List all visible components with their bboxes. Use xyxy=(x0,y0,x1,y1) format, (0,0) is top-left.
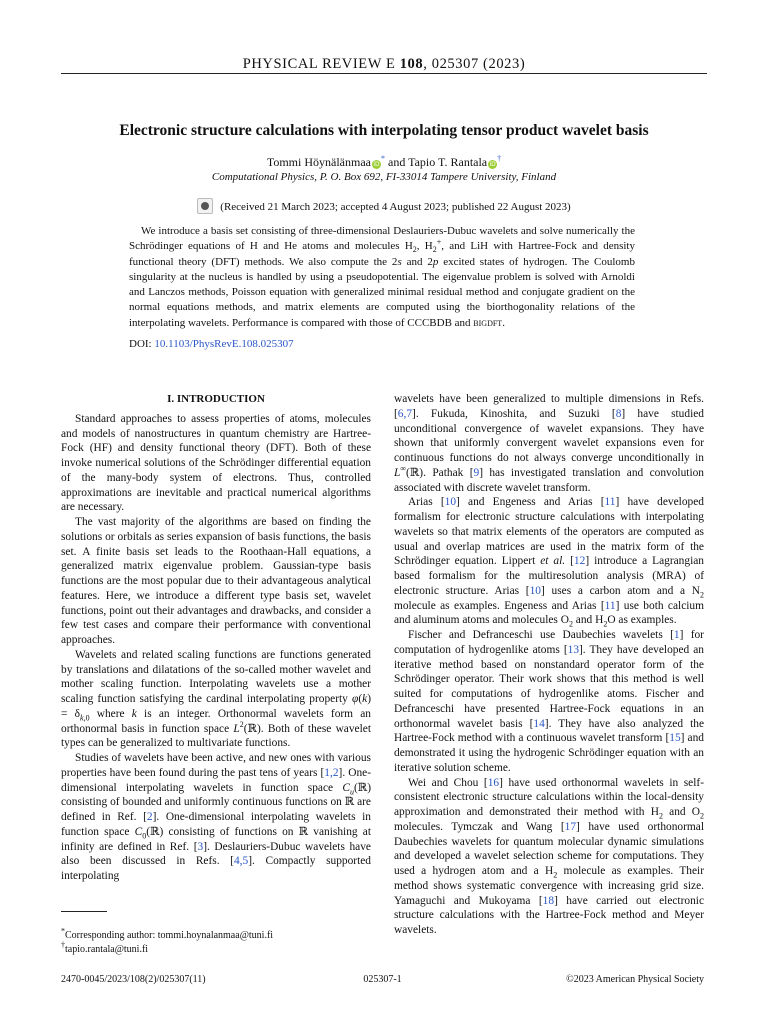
footnotes xyxy=(61,926,361,957)
citation-link[interactable]: 18 xyxy=(542,894,555,907)
citation-link[interactable]: 13 xyxy=(567,643,580,656)
footnote xyxy=(61,926,361,943)
footnote-text[interactable]: Corresponding author: tommi.hoynalanmaa@tuni.fi xyxy=(65,930,274,941)
journal-name: PHYSICAL REVIEW E xyxy=(242,56,396,72)
paragraph: Arias [10] and Engeness and Arias [11] have developed formalism for electronic structure calculations with interpolating wavelets so that matrix elements of the operators are computed as usual and overlap matrices are used in the matrix form of the Schrödinger equation. Lippert et al. [12] introduce a Lagrangian based formalism for the multiresolution analysis (MRA) of electronic structure. Arias [10] uses a carbon atom and a $N_2$ molecule as examples. Engeness and Arias [11] use both calcium and aluminum atoms and molecules $O_2$ and $H_2O$ as examples. xyxy=(394,496,704,629)
paragraph: The vast majority of the algorithms are based on finding the solutions or orbitals as series expansion of basis functions, the basis set. A finite basis set leads to the Roothaan-Hall equations, a generalized matrix eigenvalue problem. Gaussian-type basis functions are the most popular due to their advantageous analytical features. Here, we introduce a different type basis set, wavelet functions, point out their advantages and drawbacks, and consider a few test cases and compare their performance with conventional approaches. xyxy=(61,516,371,646)
citation-link[interactable]: 14 xyxy=(533,717,545,730)
header-rule xyxy=(61,73,707,74)
paragraph: Fischer and Defranceschi use Daubechies wavelets [1] for computation of hydrogenlike atoms [13]. They have developed an iterative method based on nonstandard operator form of the Schrödinger operator. Their work shows that this method is well suited for computations of hydrogenlike atoms. Fischer and Defranceschi have presented Hartree-Fock equations in an orthonormal wavelet basis [14]. They have also analyzed the Hartree-Fock method with a continuous wavelet transform [15] and demonstrated it using the hydrogenic Schrödinger equation with an iterative solution scheme. xyxy=(394,629,704,774)
citation-link[interactable]: 16 xyxy=(487,776,500,789)
right-column xyxy=(394,392,704,938)
citation-link[interactable]: 15 xyxy=(669,732,681,745)
citation-link[interactable]: 8 xyxy=(615,407,622,420)
footnote-mark[interactable]: † xyxy=(497,154,502,163)
author-name[interactable]: Tapio T. Rantala xyxy=(408,155,488,169)
citation-link[interactable]: 3 xyxy=(197,840,204,853)
citation-link[interactable]: 2 xyxy=(146,811,153,823)
footnote xyxy=(61,940,361,957)
citation-link[interactable]: 1 xyxy=(673,629,680,641)
footnote-rule xyxy=(61,911,107,912)
received-dates xyxy=(61,198,707,214)
citation-link[interactable]: 11 xyxy=(604,599,616,612)
orcid-icon[interactable]: iD xyxy=(373,161,380,168)
footer-page-number: 025307-1 xyxy=(363,974,402,985)
citation-link[interactable]: 17 xyxy=(564,820,577,833)
footnote-mark[interactable]: * xyxy=(381,154,385,163)
footnote-text[interactable]: tapio.rantala@tuni.fi xyxy=(65,944,149,955)
journal-volume: 108 xyxy=(399,56,424,72)
citation-link[interactable]: 1,2 xyxy=(324,766,339,779)
citation-link[interactable]: 9 xyxy=(473,466,480,479)
paragraph: Wei and Chou [16] have used orthonormal wavelets in self-consistent electronic structure calculations within the local-density approximation and demonstrated their method with $H_2$ and $O_2$ molecules. Tymczak and Wang [17] have used orthonormal Daubechies wavelets for quantum molecular dynamic simulations and developed a wavelet selection scheme for computations. They used a hydrogen atom and a $H_2$ molecule as examples. Their method shows systematic convergence with increasing grid size. Yamaguchi and Mukoyama [18] have carried out electronic structure calculations with the Hartree-Fock method and Meyer wavelets. xyxy=(394,776,705,936)
paragraph: Studies of wavelets have been active, and new ones with various properties have been found during the past tens of years [1,2]. One-dimensional interpolating wavelets in function space $C_u(ℝ)$ consisting of bounded and uniformly continuous functions on ℝ are defined in Ref. [2]. One-dimensional interpolating wavelets in function space $C_0(ℝ)$ consisting of functions on ℝ vanishing at infinity are defined in Ref. [3]. Deslauriers-Dubuc wavelets have also been discussed in Refs. [4,5]. Compactly supported interpolating xyxy=(61,752,372,882)
citation-link[interactable]: 4,5 xyxy=(233,855,249,868)
doi-label: DOI: xyxy=(129,338,155,350)
footer-copyright: ©2023 American Physical Society xyxy=(566,974,704,985)
paragraph: Wavelets and related scaling functions are functions generated by translations and dilatations of the so-called mother wavelet and mother scaling function. Interpolating wavelets use a mother scaling function satisfying the cardinal interpolating property $\varphi(k) = \delta_{k,0}$ where k is an integer. Orthonormal wavelets form an orthonormal basis in function space $L^2(ℝ)$. Both of these wavelet types can be generalized to multivariate functions. xyxy=(61,648,371,750)
author-line xyxy=(61,154,707,170)
journal-header xyxy=(0,56,768,73)
citation-link[interactable]: 6,7 xyxy=(397,407,413,420)
author-joiner: and xyxy=(385,155,409,169)
section-heading: I. INTRODUCTION xyxy=(167,393,265,405)
abstract: We introduce a basis set consisting of three-dimensional Deslauriers-Dubuc wavelets and solve numerically the Schrödinger equations of H and He atoms and molecules $H_2$, $H_2^+$, and LiH with Hartree-Fock and density functional theory (DFT) methods. We also compute the 2s and 2p excited states of hydrogen. The Coulomb singularity at the nucleus is handled by using a pseudopotential. The eigenvalue problem is solved with Arnoldi and Lanczos methods, Poisson equation with generalized minimal residual method and conjugate gradient on the normal equations methods, and matrix elements are computed using the biorthogonality relations of the interpolating wavelets. Performance is compared with those of CCCBDB and bigdft. xyxy=(129,225,635,329)
doi-line xyxy=(129,338,294,350)
author-name[interactable]: Tommi Höynälänmaa xyxy=(266,155,371,169)
footer-issn: 2470-0045/2023/108(2)/025307(11) xyxy=(61,974,206,985)
citation-link[interactable]: 12 xyxy=(573,555,586,568)
paragraph: Standard approaches to assess properties of atoms, molecules and models of nanostructures in quantum chemistry are Hartree-Fock (HF) and density functional theory (DFT). Both of these invoke numerical solutions of the Schrödinger differential equation of the many-body system of electrons. Thus, controlled approximations are inevitable and practical numerical algorithms are necessary. xyxy=(61,412,371,514)
affiliation: Computational Physics, P. O. Box 692, FI-33014 Tampere University, Finland xyxy=(211,171,557,183)
citation-link[interactable]: 10 xyxy=(444,496,457,509)
paper-title: Electronic structure calculations with interpolating tensor product wavelet basis xyxy=(119,122,649,139)
footnote-mark: * xyxy=(61,926,65,936)
citation-link[interactable]: 10 xyxy=(529,584,541,597)
paragraph: wavelets have been generalized to multiple dimensions in Refs. [6,7]. Fukuda, Kinoshita, and Suzuki [8] have studied unconditional convergence of wavelet expansions. They have shown that uniformly convergent wavelet expansions even for continuous functions do not always converge unconditionally in L∞(ℝ). Pathak [9] has investigated translation and convolution associated with discrete wavelet transform. xyxy=(394,393,704,494)
footnote-mark: † xyxy=(61,940,65,950)
citation-link[interactable]: 11 xyxy=(604,496,616,509)
left-column xyxy=(61,392,371,884)
orcid-icon[interactable]: iD xyxy=(489,161,496,168)
crossmark-icon[interactable] xyxy=(197,198,213,214)
doi-link[interactable]: 10.1103/PhysRevE.108.025307 xyxy=(154,338,294,350)
received-text: (Received 21 March 2023; accepted 4 August 2023; published 22 August 2023) xyxy=(220,201,571,213)
article-info: , 025307 (2023) xyxy=(423,56,526,72)
